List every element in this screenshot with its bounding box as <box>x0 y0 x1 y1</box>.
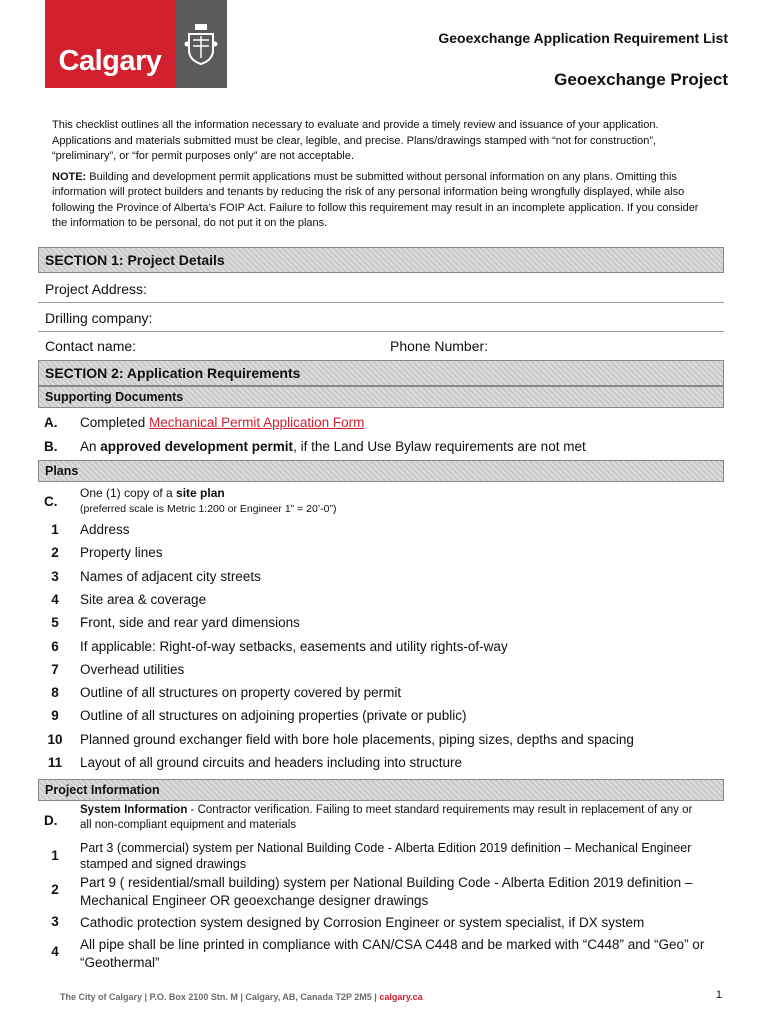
project-information-header: Project Information <box>38 779 724 801</box>
supporting-documents-header: Supporting Documents <box>38 386 724 408</box>
intro-text <box>52 118 712 232</box>
plans-header: Plans <box>38 460 724 482</box>
requirement-c-label: C. <box>44 494 58 509</box>
section1-header: SECTION 1: Project Details <box>38 247 724 273</box>
info-item <box>38 840 724 874</box>
page-title: Geoexchange Project <box>554 70 728 89</box>
document-name: Geoexchange Application Requirement List <box>438 30 728 46</box>
plan-item-text: Outline of all structures on property covered by permit <box>80 685 402 701</box>
requirement-c <box>38 486 724 520</box>
divider <box>38 302 724 303</box>
plan-item-text: Planned ground exchanger field with bore hole placements, piping sizes, depths and spacing <box>80 731 634 747</box>
contact-name-label: Contact name: <box>45 338 137 354</box>
info-item-text: Cathodic protection system designed by Corrosion Engineer or system specialist, if DX system <box>80 915 645 930</box>
project-address-label: Project Address: <box>45 281 147 297</box>
plan-item-number: 3 <box>51 568 59 584</box>
phone-number-label: Phone Number: <box>390 338 489 354</box>
section2-header: SECTION 2: Application Requirements <box>38 360 724 386</box>
info-item-text: Part 9 ( residential/small building) system per National Building Code - Alberta Edition 2019 definition – Mechanical Engineer OR geoexchange designer drawings <box>80 875 693 908</box>
requirement-c-note: (preferred scale is Metric 1:200 or Engineer 1” = 20’-0”) <box>80 503 337 515</box>
plan-item-number: 9 <box>51 708 59 724</box>
requirement-d <box>38 803 724 839</box>
calgary-ca-link[interactable]: calgary.ca <box>379 992 423 1002</box>
page-number: 1 <box>715 989 722 1001</box>
plan-item-text: Layout of all ground circuits and headers including into structure <box>80 755 462 770</box>
plan-item-number: 10 <box>47 731 63 747</box>
requirement-b-text: An approved development permit, if the Land Use Bylaw requirements are not met <box>80 439 586 454</box>
plan-item-number: 7 <box>51 661 59 677</box>
mechanical-permit-form-link[interactable]: Mechanical Permit Application Form <box>149 415 365 430</box>
info-item-number: 1 <box>51 848 59 863</box>
plan-item-text: Outline of all structures on adjoining properties (private or public) <box>80 708 467 724</box>
plan-item-number: 2 <box>51 545 59 561</box>
requirement-c-text: One (1) copy of a site plan <box>80 486 225 500</box>
divider <box>38 331 724 332</box>
plan-item-number: 8 <box>51 685 59 701</box>
info-item-number: 2 <box>51 882 59 897</box>
logo-wordmark: Calgary <box>45 0 175 88</box>
plan-item-text: Address <box>80 522 130 537</box>
note-label: NOTE: <box>52 170 87 183</box>
intro-paragraph: This checklist outlines all the information necessary to evaluate and provide a timely review and issuance of your application. Applications and materials submitted must be clear, legible, and precise. Plans/drawings stamped with “not for construction”, “preliminary”, or “for permit purposes only” are not acceptable. <box>52 119 659 162</box>
plan-item-text: Site area & coverage <box>80 591 207 607</box>
requirement-b-label: B. <box>44 439 58 454</box>
requirement-d-text: System Information - Contractor verification. Failing to meet standard requirements may result in replacement of any or all non-compliant equipment and materials <box>80 804 693 831</box>
plan-item-number: 11 <box>47 755 63 770</box>
info-item <box>38 874 724 910</box>
info-item-text: Part 3 (commercial) system per National Building Code - Alberta Edition 2019 definition – Mechanical Engineer stamped and signed drawings <box>80 841 692 871</box>
note-paragraph <box>52 170 712 232</box>
info-item <box>38 936 724 970</box>
footer-address: The City of Calgary | P.O. Box 2100 Stn. M | Calgary, AB, Canada T2P 2M5 | calgary.ca <box>60 992 423 1002</box>
plan-item-text: Front, side and rear yard dimensions <box>80 615 300 631</box>
plan-item-number: 1 <box>51 522 59 537</box>
calgary-logo <box>45 0 227 88</box>
plan-item-text: If applicable: Right-of-way setbacks, easements and utility rights-of-way <box>80 638 508 654</box>
plan-item-number: 6 <box>51 638 59 654</box>
plan-item-number: 4 <box>51 591 59 607</box>
info-item <box>38 914 724 934</box>
info-item-number: 3 <box>51 914 59 929</box>
plan-item-text: Names of adjacent city streets <box>80 568 261 584</box>
coat-of-arms-icon <box>175 0 227 88</box>
info-item-number: 4 <box>51 944 59 959</box>
requirement-a-text: Completed Mechanical Permit Application Form <box>80 415 365 430</box>
requirement-d-label: D. <box>44 813 58 828</box>
drilling-company-label: Drilling company: <box>45 310 153 326</box>
plan-item-number: 5 <box>51 615 59 631</box>
note-text: Building and development permit applications must be submitted without personal information on any plans. Omitting this information will protect builders and tenants by reducing the risk of any personal information being wrongfully displayed, while also following the Province of Alberta’s FOIP Act. Failure to follow this requirement may result in an incomplete application. If you consider the information to be personal, do not put it on the plans. <box>52 170 699 229</box>
info-item-text: All pipe shall be line printed in compliance with CAN/CSA C448 and be marked with “C448” and “Geo” or “Geothermal” <box>80 937 705 970</box>
requirement-a-label: A. <box>44 415 58 430</box>
plan-item-text: Property lines <box>80 545 163 561</box>
plan-item-text: Overhead utilities <box>80 661 185 677</box>
